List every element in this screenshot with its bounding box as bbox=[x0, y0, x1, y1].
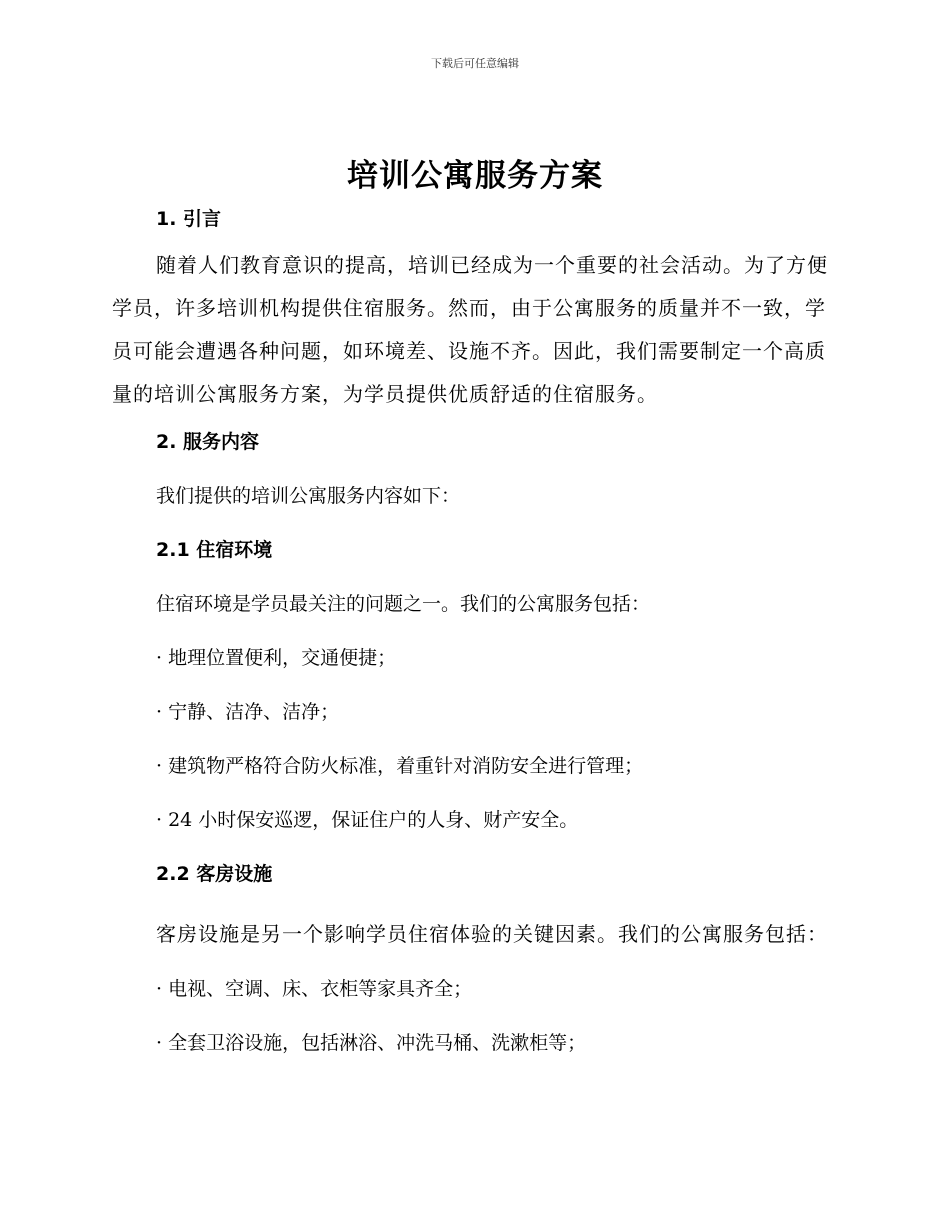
list-item: · 24 小时保安巡逻，保证住户的人身、财产安全。 bbox=[156, 809, 579, 831]
list-item: · 电视、空调、床、衣柜等家具齐全； bbox=[156, 978, 473, 1000]
accommodation-intro: 住宿环境是学员最关注的问题之一。我们的公寓服务包括： bbox=[156, 593, 651, 615]
list-item: · 建筑物严格符合防火标准，着重针对消防安全进行管理； bbox=[156, 755, 644, 777]
list-item: · 全套卫浴设施，包括淋浴、冲洗马桶、洗漱柜等； bbox=[156, 1032, 587, 1054]
document-body bbox=[112, 204, 834, 1082]
intro-paragraph: 随着人们教育意识的提高，培训已经成为一个重要的社会活动。为了方便学员，许多培训机构提供住宿服务。然而，由于公寓服务的质量并不一致，学员可能会遭遇各种问题，如环境差、设施不齐。因此，我们需要制定一个高质量的培训公寓服务方案，为学员提供优质舒适的住宿服务。 bbox=[112, 253, 828, 406]
room-facilities-intro: 客房设施是另一个影响学员住宿体验的关键因素。我们的公寓服务包括： bbox=[156, 922, 828, 946]
document-title: 培训公寓服务方案 bbox=[347, 158, 603, 194]
section-heading-room-facilities: 2.2 客房设施 bbox=[156, 863, 273, 885]
list-item: · 宁静、洁净、洁净； bbox=[156, 701, 340, 723]
list-item: · 地理位置便利，交通便捷； bbox=[156, 647, 397, 669]
section-heading-services: 2. 服务内容 bbox=[156, 431, 260, 453]
section-heading-intro: 1. 引言 bbox=[156, 208, 222, 230]
services-intro: 我们提供的培训公寓服务内容如下： bbox=[156, 485, 461, 507]
header-note: 下载后可任意编辑 bbox=[431, 57, 519, 70]
section-heading-accommodation: 2.1 住宿环境 bbox=[156, 539, 273, 561]
